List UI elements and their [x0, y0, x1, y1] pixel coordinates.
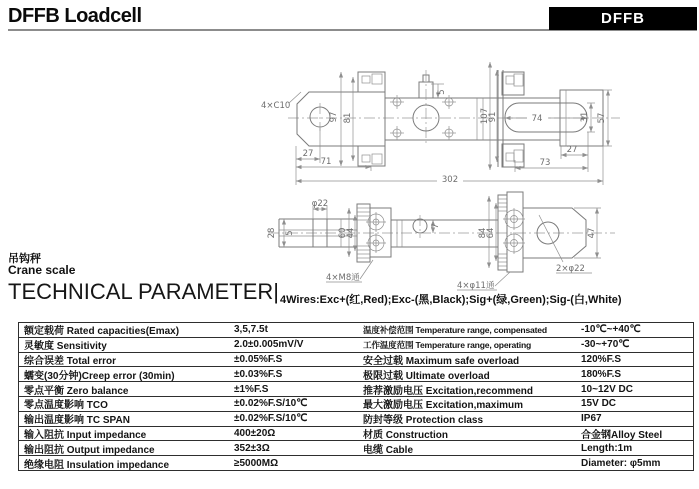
- spec-value: ±0.02%F.S/10℃: [234, 413, 308, 425]
- dim-label-44: 44: [346, 227, 356, 239]
- spec-value: ≥5000MΩ: [234, 457, 279, 469]
- dim-label-60: 60: [338, 227, 348, 239]
- dim-label-97: 97: [329, 111, 339, 123]
- dim-label-73: 73: [539, 158, 551, 168]
- product-name-cn: 吊钩秤: [8, 253, 41, 265]
- spec-value: 352±3Ω: [234, 442, 270, 454]
- spec-value: ±0.03%F.S: [234, 368, 283, 380]
- dim-label-71: 71: [320, 157, 332, 167]
- spec-value: Length:1m: [581, 442, 633, 454]
- dim-label-47: 47: [587, 227, 597, 239]
- spec-label: 工作温度范围 Temperature range, operating: [363, 339, 532, 350]
- spec-label: 极限过载 Ultimate overload: [363, 370, 490, 382]
- spec-label: 蠕变(30分钟)Creep error (30min): [24, 370, 175, 382]
- top-view: [261, 62, 620, 185]
- spec-value: 15V DC: [581, 398, 617, 410]
- spec-label: [349, 456, 578, 470]
- table-row: [19, 337, 693, 352]
- dim-label-64: 64: [486, 227, 496, 239]
- table-row: [19, 381, 693, 396]
- spec-label: 材质 Construction: [363, 429, 448, 441]
- chamfer-label: 4×C10: [261, 101, 291, 111]
- spec-label: 推荐激励电压 Excitation,recommend: [363, 385, 534, 396]
- spec-value: 3,5,7.5t: [234, 324, 268, 336]
- dim-label-302: 302: [441, 175, 459, 185]
- spec-value: 10~12V DC: [581, 383, 633, 395]
- spec-value: IP67: [581, 413, 602, 425]
- spec-value: ±0.05%F.S: [234, 353, 283, 365]
- dim-label-27-right: 27: [566, 145, 578, 155]
- spec-value: 2.0±0.005mV/V: [234, 339, 304, 351]
- spec-label: 综合误差 Total error: [24, 356, 117, 367]
- table-row: [19, 396, 693, 411]
- spec-label: 零点平衡 Zero balance: [24, 385, 129, 396]
- spec-label: 电缆 Cable: [363, 444, 414, 456]
- table-row: [19, 455, 693, 470]
- spec-label: 安全过载 Maximum safe overload: [363, 356, 520, 367]
- spec-value: 400±20Ω: [234, 427, 276, 439]
- spec-value: -30~+70℃: [581, 339, 630, 351]
- side-view: [267, 192, 615, 291]
- pin-label: 2×φ22: [556, 264, 585, 274]
- spec-label: 输入阻抗 Input impedance: [24, 429, 147, 441]
- hole-label: 4×φ11通: [457, 281, 495, 291]
- product-name-en: Crane scale: [8, 263, 76, 277]
- dim-label-5-side: 5: [285, 230, 295, 236]
- dim-label-74: 74: [531, 114, 543, 124]
- table-row: [19, 322, 693, 337]
- dim-label-57: 57: [597, 112, 607, 124]
- dim-label-7: 7: [431, 223, 441, 229]
- table-row: [19, 426, 693, 441]
- spec-label: 绝缘电阻 Insulation impedance: [24, 459, 170, 470]
- table-row: [19, 411, 693, 426]
- spec-label: 防封等级 Protection class: [363, 415, 484, 426]
- spec-label: 零点温度影响 TCO: [24, 400, 108, 411]
- spec-value: ±0.02%F.S/10℃: [234, 398, 308, 410]
- spec-label: 灵敏度 Sensitivity: [24, 341, 107, 352]
- spec-value: -10℃~+40℃: [581, 324, 641, 336]
- spec-label: 最大激励电压 Excitation,maximum: [363, 400, 524, 411]
- dim-label-81: 81: [343, 112, 353, 124]
- dim-label-84: 84: [478, 227, 488, 239]
- dim-label-91: 91: [488, 111, 498, 123]
- spec-value: 180%F.S: [581, 368, 622, 380]
- table-row: [19, 440, 693, 455]
- thread-label: 4×M8通: [326, 273, 360, 283]
- table-row: [19, 352, 693, 367]
- dim-label-5-top: 5: [437, 89, 447, 95]
- spec-label: 额定载荷 Rated capacities(Emax): [24, 326, 180, 337]
- spec-value: Diameter: φ5mm: [581, 457, 661, 469]
- dim-label-28: 28: [267, 227, 277, 239]
- spec-value: ±1%F.S: [234, 383, 269, 395]
- dim-label-107: 107: [480, 107, 490, 125]
- wiring-note: 4Wires:Exc+(红,Red);Exc-(黑,Black);Sig+(绿,Green);Sig-(白,White): [280, 294, 622, 306]
- model-badge: DFFB: [549, 7, 697, 30]
- spec-value: 120%F.S: [581, 353, 622, 365]
- spec-label: 温度补偿范围 Temperature range, compensated: [363, 324, 547, 335]
- dia-label-22: φ22: [311, 199, 329, 209]
- page-title: DFFB Loadcell: [8, 5, 142, 27]
- spec-label: 输出阻抗 Output impedance: [24, 444, 155, 456]
- table-row: [19, 366, 693, 381]
- spec-table: [18, 322, 694, 471]
- spec-value: 合金钢Alloy Steel: [581, 429, 663, 441]
- spec-label: 输出温度影响 TC SPAN: [24, 415, 130, 426]
- dim-label-31: 31: [580, 111, 590, 123]
- section-title: TECHNICAL PARAMETER|: [8, 279, 279, 304]
- dim-label-27-left: 27: [302, 149, 314, 159]
